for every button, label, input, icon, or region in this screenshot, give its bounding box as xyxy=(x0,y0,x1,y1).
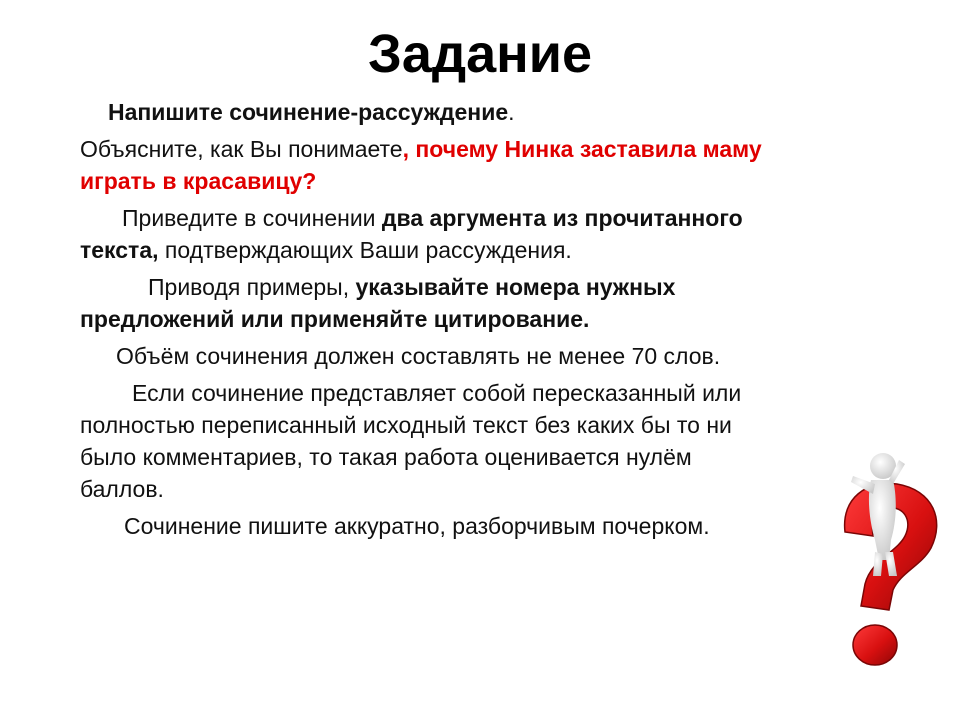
paragraph-6 xyxy=(80,377,780,505)
p3-bold: два аргумента из прочитанного текста, xyxy=(80,205,743,263)
p2-normal: Объясните, как Вы понимаете xyxy=(80,136,403,162)
p2-red: , почему Нинка заставила маму играть в красавицу? xyxy=(80,136,762,194)
p7-text: Сочинение пишите аккуратно, разборчивым почерком. xyxy=(124,513,710,539)
p1-bold: Напишите сочинение-рассуждение xyxy=(108,99,509,125)
paragraph-5 xyxy=(80,340,780,372)
p3-normal-end: подтверждающих Ваши рассуждения. xyxy=(158,237,572,263)
p4-normal: Приводя примеры, xyxy=(148,274,356,300)
paragraph-4 xyxy=(80,271,780,335)
p1-tail: . xyxy=(508,99,515,125)
paragraph-3 xyxy=(80,202,780,266)
paragraph-2 xyxy=(80,133,780,197)
question-mark-with-figure-icon xyxy=(805,440,955,670)
p6-text: Если сочинение представляет собой пересказанный или полностью переписанный исходный текст без каких бы то ни было комментариев, то такая работа оценивается нулём баллов. xyxy=(80,380,742,502)
p5-text: Объём сочинения должен составлять не менее 70 слов. xyxy=(116,343,721,369)
paragraph-1 xyxy=(80,96,780,128)
slide-title: Задание xyxy=(367,24,592,84)
paragraph-7 xyxy=(80,510,780,542)
task-text xyxy=(80,96,780,547)
p3-normal-start: Приведите в сочинении xyxy=(122,205,382,231)
p4-bold: указывайте номера нужных предложений или применяйте цитирование. xyxy=(80,274,676,332)
